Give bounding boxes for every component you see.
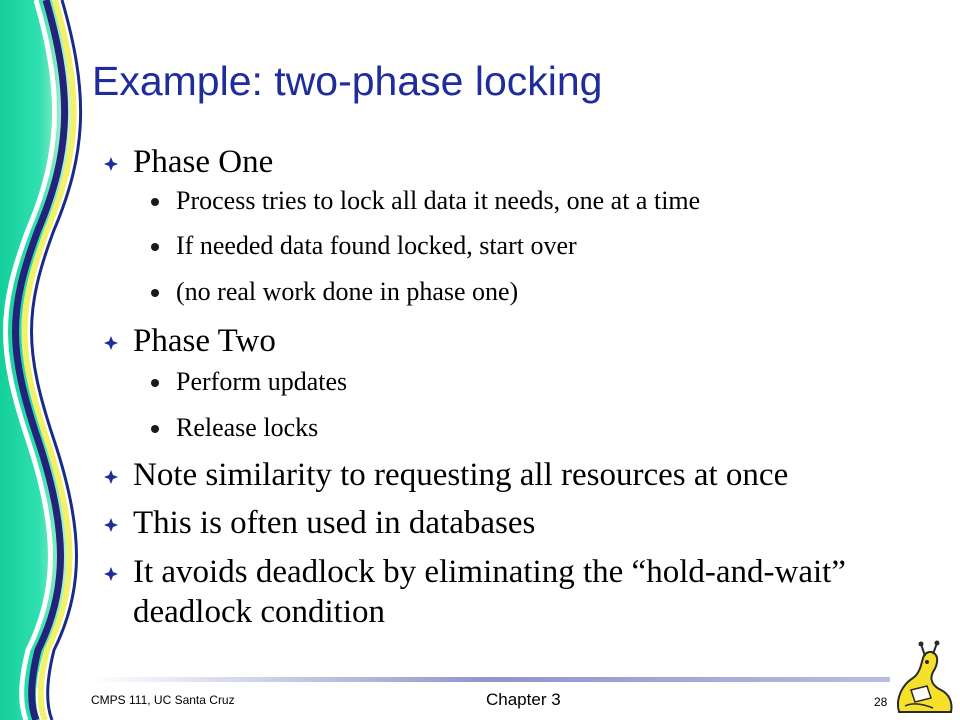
bullet-databases <box>133 503 933 543</box>
round-bullet-icon <box>151 198 159 206</box>
round-bullet-icon <box>151 379 159 387</box>
bullet-text: Phase One <box>133 144 274 180</box>
bullet-text: It avoids deadlock by eliminating the “hold-and-wait” deadlock condition <box>133 554 846 630</box>
round-bullet-icon <box>151 425 159 433</box>
bullet-text: This is often used in databases <box>133 505 536 541</box>
bullet-text: Phase Two <box>133 323 276 359</box>
diamond-bullet-icon <box>103 517 119 533</box>
sub-bullet-text: If needed data found locked, start over <box>176 231 577 260</box>
sub-bullet <box>176 186 936 216</box>
diamond-bullet-icon <box>103 566 119 582</box>
sub-bullet-text: Process tries to lock all data it needs, one at a time <box>176 186 701 215</box>
sub-bullet <box>176 231 936 261</box>
sub-bullet-text: Perform updates <box>176 367 348 396</box>
diamond-bullet-icon <box>103 335 119 351</box>
footer-page-number: 28 <box>874 695 888 709</box>
diamond-bullet-icon <box>103 469 119 485</box>
sub-bullet <box>176 367 936 397</box>
sub-bullet-text: Release locks <box>176 413 319 442</box>
slide-title: Example: two-phase locking <box>92 58 603 104</box>
bullet-note-similarity <box>133 455 933 495</box>
footer-chapter: Chapter 3 <box>486 690 561 709</box>
sub-bullet <box>176 413 936 443</box>
banana-slug-logo <box>893 640 955 716</box>
bullet-avoids-deadlock <box>133 552 923 632</box>
footer-divider <box>90 676 890 684</box>
round-bullet-icon <box>151 243 159 251</box>
round-bullet-icon <box>151 289 159 297</box>
sub-bullet <box>176 277 936 307</box>
bullet-phase-one <box>133 142 933 182</box>
sub-bullet-text: (no real work done in phase one) <box>176 277 519 306</box>
footer-course: CMPS 111, UC Santa Cruz <box>91 693 235 707</box>
bullet-text: Note similarity to requesting all resources at once <box>133 457 789 493</box>
diamond-bullet-icon <box>103 156 119 172</box>
bullet-phase-two <box>133 321 933 361</box>
